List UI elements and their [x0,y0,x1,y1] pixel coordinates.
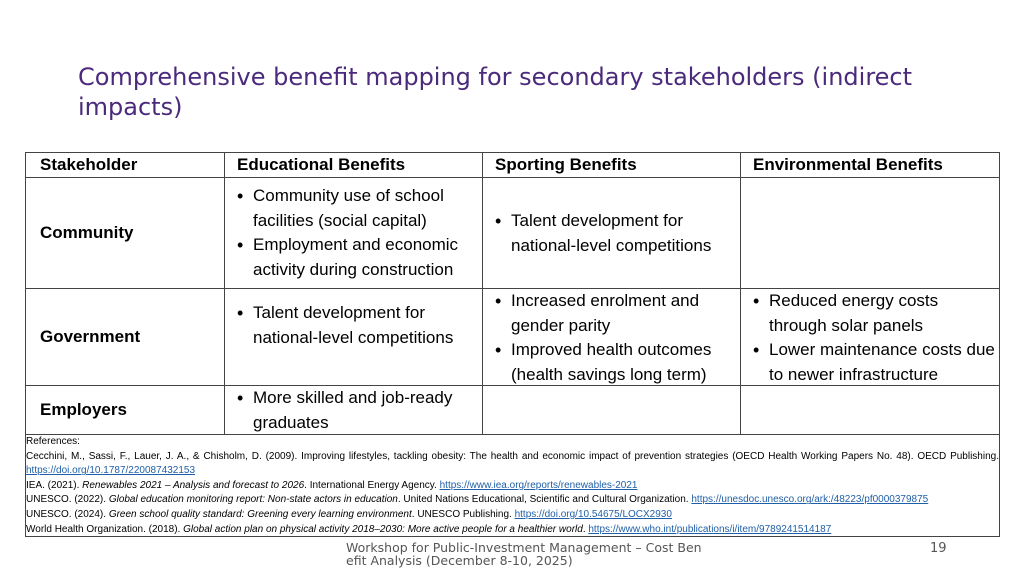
reference-item [26,508,999,523]
header-environmental: Environmental Benefits [753,155,943,174]
list-item: • Reduced energy costs through solar panels [749,289,999,338]
community-educational-cell [225,178,483,288]
page-title: Comprehensive benefit mapping for secondary stakeholders (indirect impacts) [78,63,913,121]
employers-educational-cell [225,386,483,434]
reference-text: UNESCO. (2022). [26,494,109,506]
list-item: • Community use of school facilities (social capital) [233,184,482,233]
footer-text: Workshop for Public-Investment Management – Cost Benefit Analysis (December 8-10, 2025) [346,540,702,568]
list-item: • More skilled and job-ready graduates [233,386,482,435]
stakeholder-employers: Employers [26,386,225,434]
header-educational: Educational Benefits [225,153,483,177]
government-educational-cell [225,289,483,385]
reference-link[interactable]: https://unesdoc.unesco.org/ark:/48223/pf0000379875 [691,494,929,506]
reference-text: Cecchini, M., Sassi, F., Lauer, J. A., & Chisholm, D. (2009). Improving lifestyles, tackling obesity: The health and economic impact of prevention strategies (OECD Health Working Papers No. 48). OECD Publishing. [26,450,999,462]
table-row-employers [26,386,999,435]
government-environmental-cell [741,289,999,385]
list-item: • Increased enrolment and gender parity [491,289,740,338]
reference-text: IEA. (2021). [26,479,83,491]
reference-text: World Health Organization. (2018). [26,523,184,535]
reference-publisher: . International Energy Agency. [304,479,440,491]
reference-publisher: . UNESCO Publishing. [411,508,515,520]
reference-item [26,493,999,508]
table-row-community [26,178,999,289]
table-row-government [26,289,999,386]
list-item: • Lower maintenance costs due to newer infrastructure [749,338,999,387]
employers-environmental-cell [741,386,999,434]
reference-title: Renewables 2021 – Analysis and forecast to 2026 [82,479,305,491]
reference-text: UNESCO. (2024). [26,508,109,520]
reference-link[interactable]: https://www.who.int/publications/i/item/9789241514187 [588,523,832,535]
list-item: • Talent development for national-level competitions [491,209,740,258]
reference-title: Green school quality standard: Greening every learning environment [108,508,412,520]
reference-title: Global education monitoring report: Non-state actors in education [108,494,398,506]
list-item: • Talent development for national-level competitions [233,301,482,350]
stakeholder-community: Community [26,178,225,288]
list-item: • Employment and economic activity during construction [233,233,482,282]
employers-sporting-cell [483,386,741,434]
list-item: • Improved health outcomes (health savings long term) [491,338,740,387]
reference-item [26,479,999,494]
reference-item [26,523,999,538]
reference-item [26,450,999,479]
reference-link[interactable]: https://www.iea.org/reports/renewables-2021 [439,479,638,491]
reference-link[interactable]: https://doi.org/10.54675/LOCX2930 [514,508,672,520]
benefit-table [25,152,1000,537]
reference-link[interactable]: https://doi.org/10.1787/220087432153 [26,465,196,477]
reference-publisher: . [582,523,589,535]
references-block [26,435,999,536]
table-header-row [26,153,999,178]
header-sporting: Sporting Benefits [483,153,741,177]
page-number: 19 [930,541,947,556]
government-sporting-cell [483,289,741,385]
header-stakeholder: Stakeholder [26,153,225,177]
stakeholder-government: Government [26,289,225,385]
references-heading: References: [26,436,80,447]
community-environmental-cell [741,178,999,288]
reference-publisher: . United Nations Educational, Scientific and Cultural Organization. [397,494,692,506]
reference-title: Global action plan on physical activity 2018–2030: More active people for a healthier world [183,523,583,535]
community-sporting-cell [483,178,741,288]
